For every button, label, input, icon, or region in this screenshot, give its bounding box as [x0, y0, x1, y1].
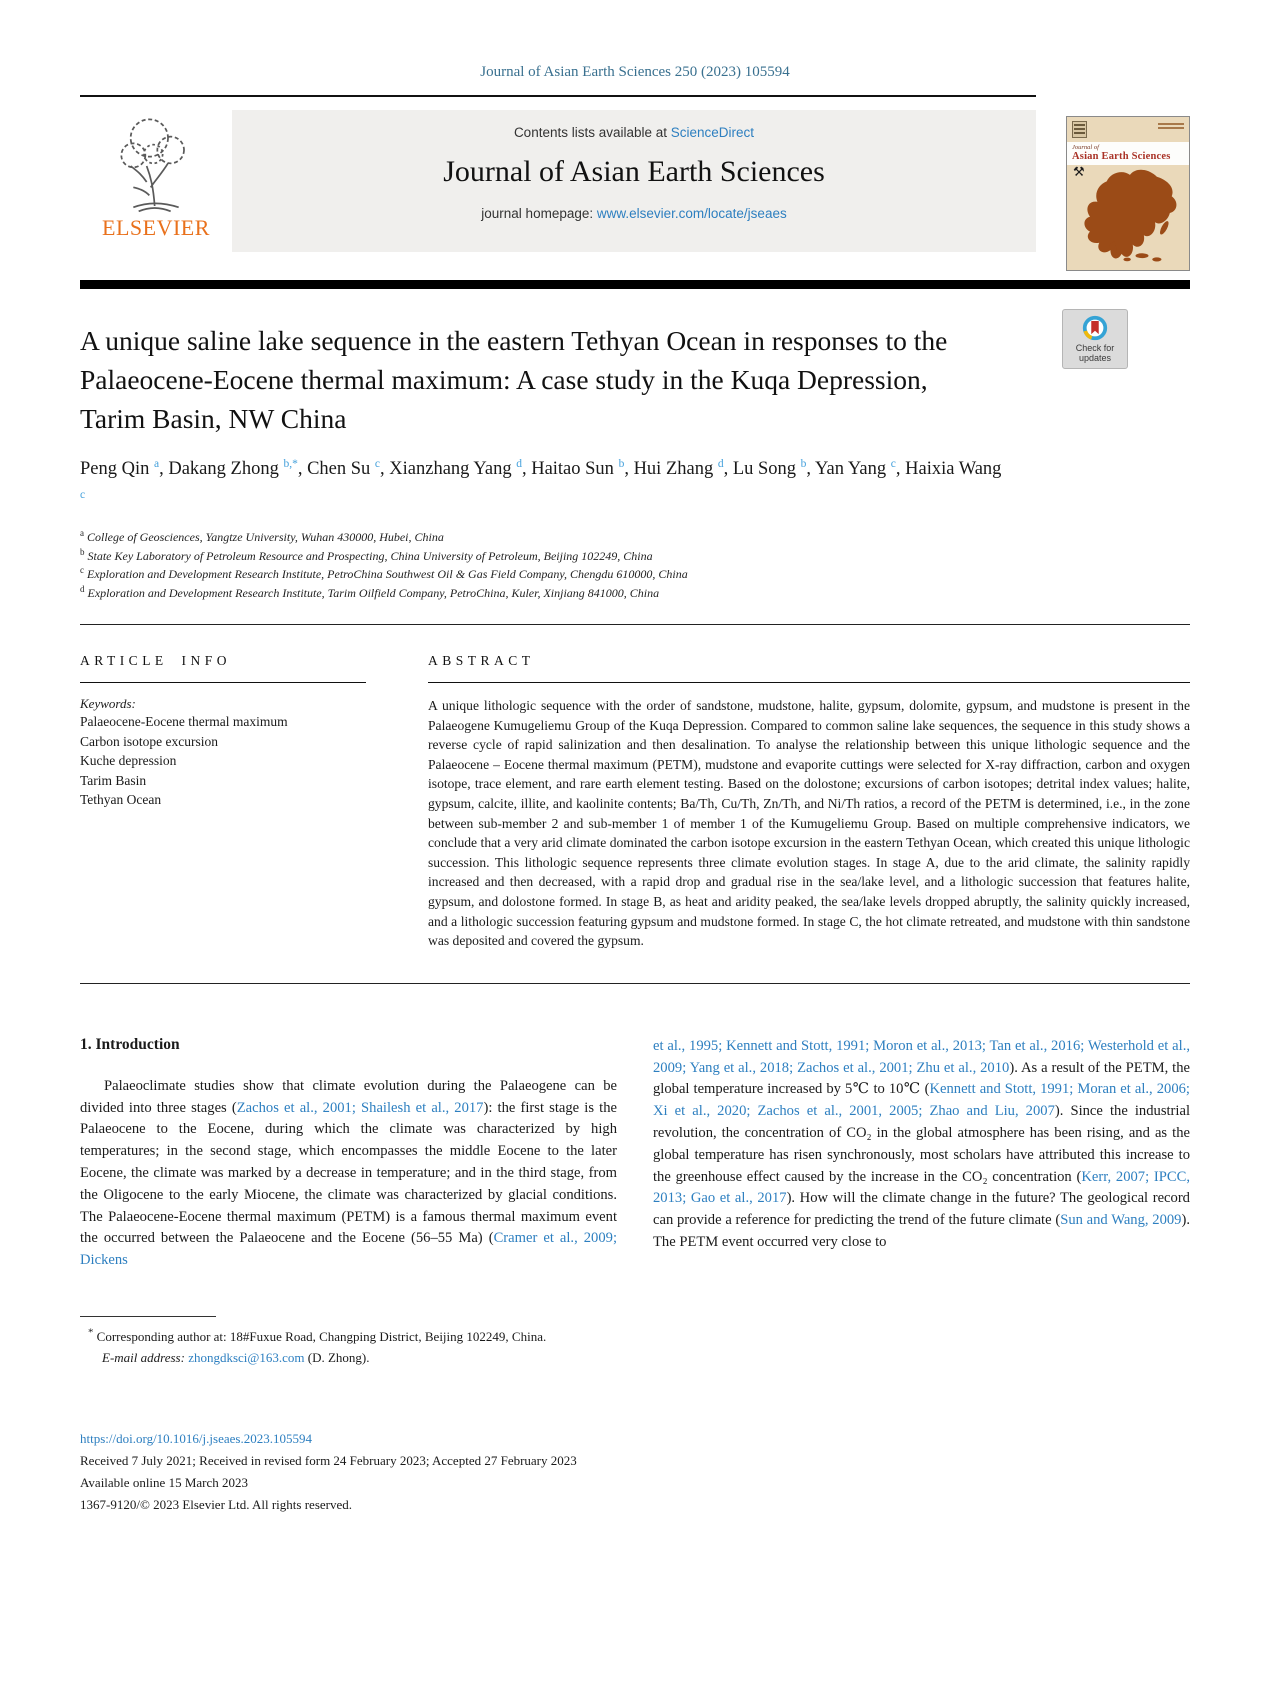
- section-divider-rule: [80, 624, 1190, 625]
- author-separator: ,: [806, 459, 815, 479]
- copyright-line: 1367-9120/© 2023 Elsevier Ltd. All rights reserved.: [80, 1496, 352, 1512]
- journal-citation-header: Journal of Asian Earth Sciences 250 (2023) 105594: [480, 64, 790, 80]
- author-separator: ,: [895, 459, 906, 479]
- cover-issue-marks: [1158, 121, 1184, 139]
- author-name: Dakang Zhong: [168, 459, 279, 479]
- affiliation-sup: b: [80, 546, 85, 557]
- cover-title-small: Journal of: [1072, 144, 1099, 151]
- elsevier-wordmark: ELSEVIER: [102, 215, 210, 240]
- affiliation: [80, 565, 1190, 584]
- keyword: Tarim Basin: [80, 772, 147, 788]
- text-segment: ). Since the industrial revolution, the concentration of CO₂ in the global atmosphere has been rising, and as the global temperature has risen synchronously, most scholars have attributed this increase to the greenhouse effect caused by the increase in the CO₂ concentration (: [653, 1103, 1190, 1185]
- author-name: Peng Qin: [80, 459, 150, 479]
- elsevier-logo[interactable]: [80, 110, 232, 252]
- author-separator: ,: [521, 459, 532, 479]
- journal-title: Journal of Asian Earth Sciences: [443, 155, 825, 188]
- sciencedirect-link[interactable]: ScienceDirect: [670, 125, 755, 140]
- text-segment[interactable]: Sun and Wang, 2009: [1060, 1212, 1182, 1229]
- affiliation: [80, 528, 1190, 547]
- author: [634, 459, 733, 479]
- keywords-list: [80, 712, 366, 810]
- author: [733, 459, 815, 479]
- text-segment[interactable]: Kennett and Stott, 1991; Moran et al., 2006; Xi et al., 2020; Zachos et al., 2001, 2005; Zhao and Liu, 2007: [653, 1081, 1190, 1120]
- cover-publisher-mark-icon: [1072, 121, 1087, 138]
- author: [531, 459, 633, 479]
- asia-map-graphic: [1073, 161, 1185, 265]
- introduction-paragraph-left: [80, 1076, 617, 1272]
- text-segment[interactable]: Cramer et al., 2009; Dickens: [80, 1230, 617, 1269]
- keywords-label: Keywords:: [80, 696, 136, 711]
- author: [389, 459, 531, 479]
- affiliation-sup: a: [80, 528, 84, 538]
- introduction-paragraph-right: [653, 1036, 1190, 1254]
- text-segment[interactable]: Kerr, 2007; IPCC, 2013; Gao et al., 2017: [653, 1168, 1190, 1207]
- journal-masthead-box: [232, 110, 1036, 252]
- article-title: A unique saline lake sequence in the eastern Tethyan Ocean in responses to the Palaeocene-Eocene thermal maximum: A case study in the Kuqa Depression, Tarim Basin, NW China: [80, 325, 948, 434]
- right-column: [653, 1036, 1190, 1272]
- author: [80, 459, 168, 479]
- journal-cover-thumbnail[interactable]: [1066, 116, 1190, 271]
- affiliation-text: State Key Laboratory of Petroleum Resource and Prospecting, China University of Petroleum, Beijing 102249, China: [87, 548, 653, 563]
- affiliation-list: [80, 528, 1190, 602]
- introduction-heading: 1. Introduction: [80, 1035, 180, 1053]
- author-separator: ,: [159, 459, 169, 479]
- corresponding-author-note: [80, 1326, 1190, 1347]
- journal-header: [80, 95, 1190, 289]
- affiliation-sup: d: [80, 583, 85, 594]
- article-info-rule: [80, 682, 366, 683]
- available-online-line: Available online 15 March 2023: [80, 1474, 248, 1490]
- affiliation-sup: c: [80, 565, 84, 575]
- doi-link[interactable]: https://doi.org/10.1016/j.jseaes.2023.105594: [80, 1430, 312, 1446]
- corresponding-text: Corresponding author at: 18#Fuxue Road, Changping District, Beijing 102249, China.: [93, 1328, 547, 1344]
- text-segment: ). How will the climate change in the future? The geological record can provide a reference for predicting the trend of the future climate (: [653, 1190, 1190, 1229]
- author: [307, 459, 389, 479]
- footnote-rule: [80, 1316, 216, 1317]
- title-block: [80, 321, 1190, 438]
- text-segment[interactable]: et al., 1995; Kennett and Stott, 1991; Moron et al., 2013; Tan et al., 2016; Westerhold et al., 2009; Yang et al., 2018; Zachos et al., 2001; Zhu et al., 2010: [653, 1037, 1190, 1076]
- homepage-prefix: journal homepage:: [481, 206, 597, 221]
- corresponding-marker: *: [88, 1326, 94, 1339]
- abstract-rule: [428, 682, 1190, 683]
- author-name: Lu Song: [732, 459, 797, 479]
- left-column: [80, 1036, 617, 1272]
- author-separator: ,: [723, 459, 733, 479]
- author-list: [80, 454, 1010, 516]
- author-affiliation-sup[interactable]: b: [618, 457, 625, 470]
- author-affiliation-sup[interactable]: c: [80, 488, 86, 501]
- affiliation-text: College of Geosciences, Yangtze University, Wuhan 430000, Hubei, China: [87, 530, 444, 544]
- email-suffix: (D. Zhong).: [304, 1349, 370, 1365]
- author: [168, 459, 307, 479]
- affiliation: [80, 584, 1190, 603]
- affiliation-text: Exploration and Development Research Institute, PetroChina Southwest Oil & Gas Field Company, Chengdu 610000, China: [87, 567, 688, 581]
- author: [815, 459, 905, 479]
- abstract-bottom-rule: [80, 983, 1190, 984]
- cover-title-main: Asian Earth Sciences: [1072, 151, 1171, 162]
- email-link[interactable]: zhongdksci@163.com: [188, 1349, 305, 1365]
- author-name: Haitao Sun: [531, 459, 614, 479]
- affiliation-text: Exploration and Development Research Institute, Tarim Oilfield Company, PetroChina, Kuler, Xinjiang 841000, China: [87, 585, 660, 600]
- text-segment[interactable]: Zachos et al., 2001; Shailesh et al., 2017: [236, 1099, 484, 1116]
- footnote-block: [80, 1316, 1190, 1368]
- homepage-line: [232, 206, 1036, 221]
- keyword: Kuche depression: [80, 753, 177, 768]
- author-name: Chen Su: [307, 459, 371, 479]
- author-separator: ,: [624, 459, 634, 479]
- author-name: Yan Yang: [815, 459, 887, 479]
- author-affiliation-sup[interactable]: d: [516, 457, 522, 470]
- check-for-updates-badge[interactable]: [1062, 309, 1128, 369]
- author-separator: ,: [380, 459, 390, 479]
- article-info-heading: ARTICLE INFO: [80, 653, 232, 668]
- author-affiliation-sup[interactable]: b,*: [283, 457, 298, 470]
- text-segment: ): the first stage is the Palaeocene to the Eocene, during which the climate was characterized by high temperatures; in the second stage, which encompasses the middle Eocene to the later Eocene, the climate was marked by a decrease in temperature; and in the third stage, from the Oligocene to the early Miocene, the climate was characterized by glacial conditions. The Palaeocene-Eocene thermal maximum (PETM) is a famous thermal maximum event the occurred between the Palaeocene and the Eocene (56–55 Ma) (: [80, 1099, 617, 1247]
- journal-homepage-link[interactable]: www.elsevier.com/locate/jseaes: [596, 206, 787, 221]
- keyword: Carbon isotope excursion: [80, 733, 218, 749]
- text-segment: Palaeoclimate studies show that climate evolution during the Palaeogene can be divided into three stages (: [80, 1077, 617, 1116]
- email-note: [80, 1347, 1190, 1368]
- keyword: Palaeocene-Eocene thermal maximum: [80, 714, 288, 729]
- cover-top-strip: [1067, 117, 1189, 139]
- header-row: [80, 110, 1190, 252]
- author-name: Hui Zhang: [633, 459, 714, 479]
- crossed-hammers-icon: ⚒: [1073, 165, 1085, 180]
- text-segment: ). As a result of the PETM, the global temperature increased by 5℃ to 10℃ (: [653, 1059, 1190, 1098]
- crossmark-icon: [1081, 314, 1109, 342]
- introduction-section: [80, 1036, 1190, 1272]
- text-segment: ). The PETM event occurred very close to: [653, 1212, 1190, 1250]
- abstract-heading: ABSTRACT: [428, 653, 535, 668]
- header-top-rule: [80, 95, 1036, 97]
- author-affiliation-sup[interactable]: c: [890, 457, 896, 470]
- header-divider-bar: [80, 280, 1190, 289]
- elsevier-tree-icon: [108, 110, 204, 214]
- info-abstract-section: [80, 653, 1190, 951]
- received-dates-line: Received 7 July 2021; Received in revised form 24 February 2023; Accepted 27 February 2023: [80, 1452, 577, 1468]
- email-label: E-mail address:: [102, 1349, 185, 1365]
- keyword: Tethyan Ocean: [80, 792, 162, 807]
- article-info-column: [80, 653, 366, 951]
- contents-line: [232, 110, 1036, 140]
- author-affiliation-sup[interactable]: c: [374, 457, 381, 470]
- contents-prefix: Contents lists available at: [513, 125, 671, 140]
- abstract-column: [428, 653, 1190, 951]
- author-affiliation-sup[interactable]: b: [800, 457, 807, 470]
- publication-details: [80, 1428, 1190, 1516]
- author-affiliation-sup[interactable]: a: [154, 457, 160, 470]
- author-name: Haixia Wang: [905, 459, 1002, 479]
- author-name: Xianzhang Yang: [389, 459, 512, 479]
- check-badge-label: Check for updates: [1075, 343, 1115, 363]
- author-affiliation-sup[interactable]: d: [717, 457, 724, 470]
- abstract-text: A unique lithologic sequence with the order of sandstone, mudstone, halite, gypsum, dolomite, gypsum, and mudstone is present in the Palaeogene Kumugeliemu Group of the Kuqa Depression. Compared to common saline lake sequences, the sequence in this study shows a reverse cycle of rapid salinization and then desalination. To analyse the relationship between this unique lithologic sequence and the Palaeocene – Eocene thermal maximum (PETM), mudstone and evaporite cuttings were selected for X-ray diffraction, carbon and oxygen isotope, trace element, and rare earth element testing. Based on the dolostone; excursions of carbon isotopes; detrital index values; halite, gypsum, calcite, illite, and kaolinite contents; Ba/Th, Cu/Th, Zn/Th, and Ni/Th ratios, a record of the PETM is determined, i.e., in the zone between sub-member 2 and sub-member 1 of member 1 of the Kumugeliemu Group. Based on multiple comprehensive indicators, we conclude that a very arid climate dominated the carbon isotope excursion in the eastern Tethyan Ocean, which created this unique lithologic succession. This lithologic sequence represents three climate evolution stages. In stage A, due to the arid climate, the salinity rapidly increased and then decreased, with a rapid drop and gradual rise in the sea/lake level, and a lithologic succession that features halite, gypsum, and dolostone formed. In stage B, as heat and aridity peaked, the sea/lake levels dropped abruptly, the salinity quickly increased, and a lithologic succession featuring gypsum and mudstone formed. In stage C, the hot climate retreated, and mudstone with thin sandstone was deposited and covered the gypsum.: [428, 698, 1190, 949]
- affiliation: [80, 547, 1190, 566]
- author-separator: ,: [297, 459, 308, 479]
